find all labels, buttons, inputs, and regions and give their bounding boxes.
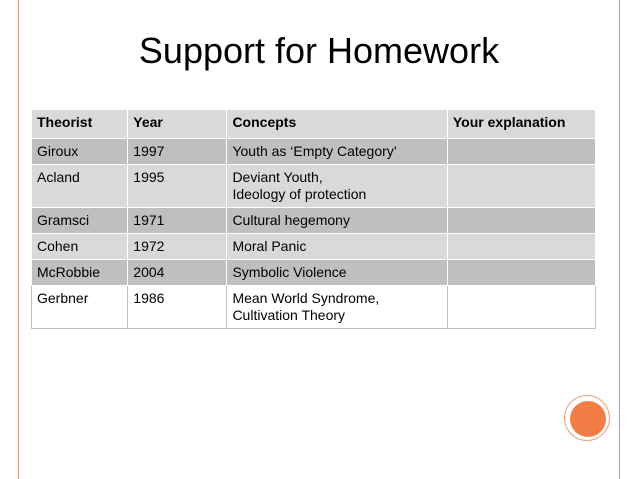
cell-theorist: Cohen [32, 234, 128, 260]
cell-year: 1971 [128, 208, 227, 234]
table-header-row [32, 110, 596, 139]
cell-theorist: Gerbner [32, 286, 128, 329]
header-theorist: Theorist [32, 110, 128, 139]
cell-explanation[interactable] [447, 260, 595, 286]
cell-concepts: Cultural hegemony [227, 208, 447, 234]
cell-explanation[interactable] [447, 139, 595, 165]
cell-year: 1997 [128, 139, 227, 165]
header-your-explanation: Your explanation [447, 110, 595, 139]
cell-year: 1995 [128, 165, 227, 208]
cell-concepts: Moral Panic [227, 234, 447, 260]
table-row [32, 165, 596, 208]
table-row [32, 208, 596, 234]
table-row [32, 286, 596, 329]
cell-concepts: Symbolic Violence [227, 260, 447, 286]
header-concepts: Concepts [227, 110, 447, 139]
cell-concepts: Deviant Youth, Ideology of protection [227, 165, 447, 208]
cell-theorist: Acland [32, 165, 128, 208]
cell-year: 1986 [128, 286, 227, 329]
cell-theorist: McRobbie [32, 260, 128, 286]
cell-theorist: Gramsci [32, 208, 128, 234]
decorative-orange-dot [570, 401, 606, 437]
cell-concepts: Youth as ‘Empty Category’ [227, 139, 447, 165]
cell-concepts: Mean World Syndrome, Cultivation Theory [227, 286, 447, 329]
homework-table [31, 110, 596, 329]
cell-year: 2004 [128, 260, 227, 286]
table-row [32, 139, 596, 165]
table-row [32, 260, 596, 286]
cell-explanation[interactable] [447, 208, 595, 234]
cell-explanation[interactable] [447, 234, 595, 260]
table-row [32, 234, 596, 260]
slide-title: Support for Homework [138, 30, 500, 71]
cell-year: 1972 [128, 234, 227, 260]
cell-theorist: Giroux [32, 139, 128, 165]
header-year: Year [128, 110, 227, 139]
cell-explanation[interactable] [447, 165, 595, 208]
cell-explanation[interactable] [447, 286, 595, 329]
